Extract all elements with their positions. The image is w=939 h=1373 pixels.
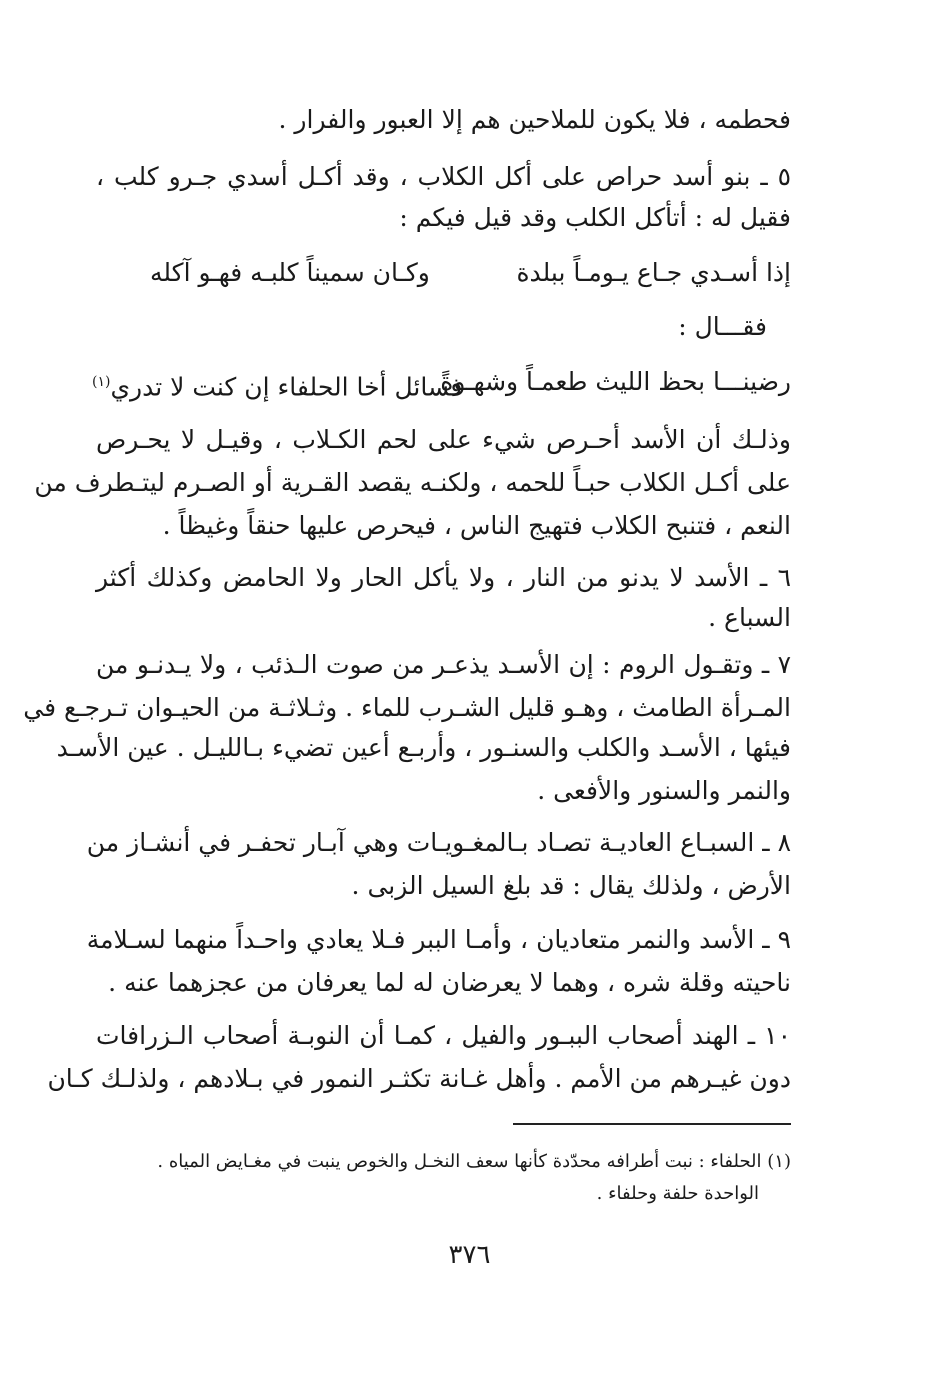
text-line: ٧ ـ وتقـول الروم : إن الأسـد يذعـر من صوت الـذئب ، ولا يـدنـو من xyxy=(96,650,791,679)
text-line: دون غيـرهم من الأمم . وأهل غـانة تكثـر النمور في بـلادهم ، ولذلـك كـان xyxy=(47,1064,791,1093)
verse-hemistich-right: رضينـــا بحظ الليث طعمـاً وشهـوةً xyxy=(440,367,791,396)
text-line: ١٠ ـ الهند أصحاب الببـور والفيل ، كمـا أن النوبـة أصحاب الـزرافات xyxy=(96,1021,791,1050)
text-line: ٨ ـ السبـاع العاديـة تصـاد بـالمغـويـات وهي آبـار تحفـر في أنشـاز من xyxy=(86,828,791,857)
footnote-line: الواحدة حلفة وحلفاء . xyxy=(596,1183,759,1204)
page-number: ٣٧٦ xyxy=(448,1240,491,1270)
verse-text: فسائل أخا الحلفاء إن كنت لا تدري xyxy=(110,372,463,402)
text-line: فحطمه ، فلا يكون للملاحين هم إلا العبور والفرار . xyxy=(278,105,791,134)
verse-hemistich-left xyxy=(92,362,462,407)
footnote-line: (١) الحلفاء : نبت أطرافه محدّدة كأنها سعف النخـل والخوص ينبت في مغـايض المياه . xyxy=(157,1151,791,1172)
text-line: ٦ ـ الأسد لا يدنو من النار ، ولا يأكل الحار ولا الحامض وكذلك أكثر xyxy=(96,563,791,592)
text-line: ناحيته وقلة شره ، وهما لا يعرضان له لما يعرفان من عجزهما عنه . xyxy=(108,968,791,997)
text-line: ٥ ـ بنو أسد حراص على أكل الكلاب ، وقد أكـل أسدي جـرو كلب ، xyxy=(96,162,791,191)
verse-intro: فقـــال : xyxy=(678,312,767,341)
footnote-rule xyxy=(513,1123,791,1125)
text-line: والنمر والسنور والأفعى . xyxy=(537,776,791,805)
verse-hemistich-right: إذا أسـدي جـاع يـومـاً ببلدة xyxy=(516,258,791,287)
text-line: النعم ، فتنبح الكلاب فتهيج الناس ، فيحرص عليها حنقاً وغيظاً . xyxy=(162,511,791,540)
text-line: المـرأة الطامث ، وهـو قليل الشـرب للماء . وثـلاثـة من الحيـوان تـرجـع في xyxy=(23,693,791,722)
text-line: ٩ ـ الأسد والنمر متعاديان ، وأمـا الببر فـلا يعادي واحـداً منهما لسـلامة xyxy=(86,925,791,954)
text-line: على أكـل الكلاب حبـاً للحمه ، ولكنـه يقصد القـرية أو الصـرم ليتـطرف من xyxy=(34,468,791,497)
text-line: وذلـك أن الأسد أحـرص شيء على لحم الكـلاب ، وقيـل لا يحـرص xyxy=(96,425,791,454)
text-line: فيئها ، الأسـد والكلب والسنـور ، وأربـع أعين تضيء بـالليـل . عين الأسـد xyxy=(56,733,791,762)
text-line: فقيل له : أتأكل الكلب وقد قيل فيكم : xyxy=(399,203,791,232)
footnote-marker: (١) xyxy=(92,374,111,390)
text-line: السباع . xyxy=(708,603,791,632)
verse-hemistich-left: وكـان سميناً كلبـه فهـو آكله xyxy=(150,258,430,287)
text-line: الأرض ، ولذلك يقال : قد بلغ السيل الزبى . xyxy=(351,871,791,900)
